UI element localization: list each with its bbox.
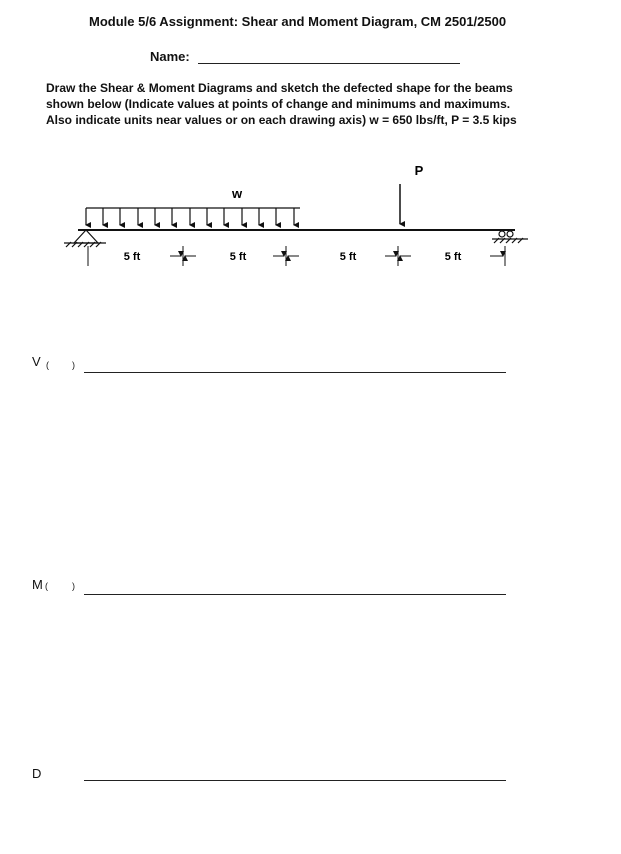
span-1-label: 5 ft xyxy=(123,251,141,263)
distributed-load xyxy=(86,208,300,225)
shear-paren-close: ) xyxy=(72,360,75,370)
span-4-label: 5 ft xyxy=(444,251,462,263)
deflection-axis-label: D xyxy=(32,766,42,781)
moment-axis-label: M xyxy=(32,577,43,592)
assignment-title: Module 5/6 Assignment: Shear and Moment Diagram, CM 2501/2500 xyxy=(89,14,507,29)
shear-axis-line[interactable] xyxy=(84,372,506,373)
shear-axis-label: V xyxy=(32,354,41,369)
instructions-line-1: Draw the Shear & Moment Diagrams and sketch the defected shape for the beams xyxy=(46,81,513,95)
name-label: Name: xyxy=(150,49,190,64)
beam-diagram xyxy=(0,150,621,280)
span-2-label: 5 ft xyxy=(229,251,247,263)
load-w-label: w xyxy=(231,186,243,201)
moment-paren-open: ( xyxy=(45,581,48,591)
instructions-line-3: Also indicate units near values or on each drawing axis) w = 650 lbs/ft, P = 3.5 kips xyxy=(46,113,517,127)
span-3-label: 5 ft xyxy=(339,251,357,263)
instructions xyxy=(46,80,606,128)
load-p-label: P xyxy=(414,163,424,178)
deflection-axis-line[interactable] xyxy=(84,780,506,781)
shear-paren-open: ( xyxy=(46,360,49,370)
moment-axis-line[interactable] xyxy=(84,594,506,595)
instructions-line-2: shown below (Indicate values at points of change and minimums and maximums. xyxy=(46,97,511,111)
moment-paren-close: ) xyxy=(72,581,75,591)
roller-support-right xyxy=(492,231,528,243)
dimension-ticks xyxy=(88,246,505,266)
pin-support-left xyxy=(64,230,106,247)
name-field-line[interactable] xyxy=(198,63,460,64)
